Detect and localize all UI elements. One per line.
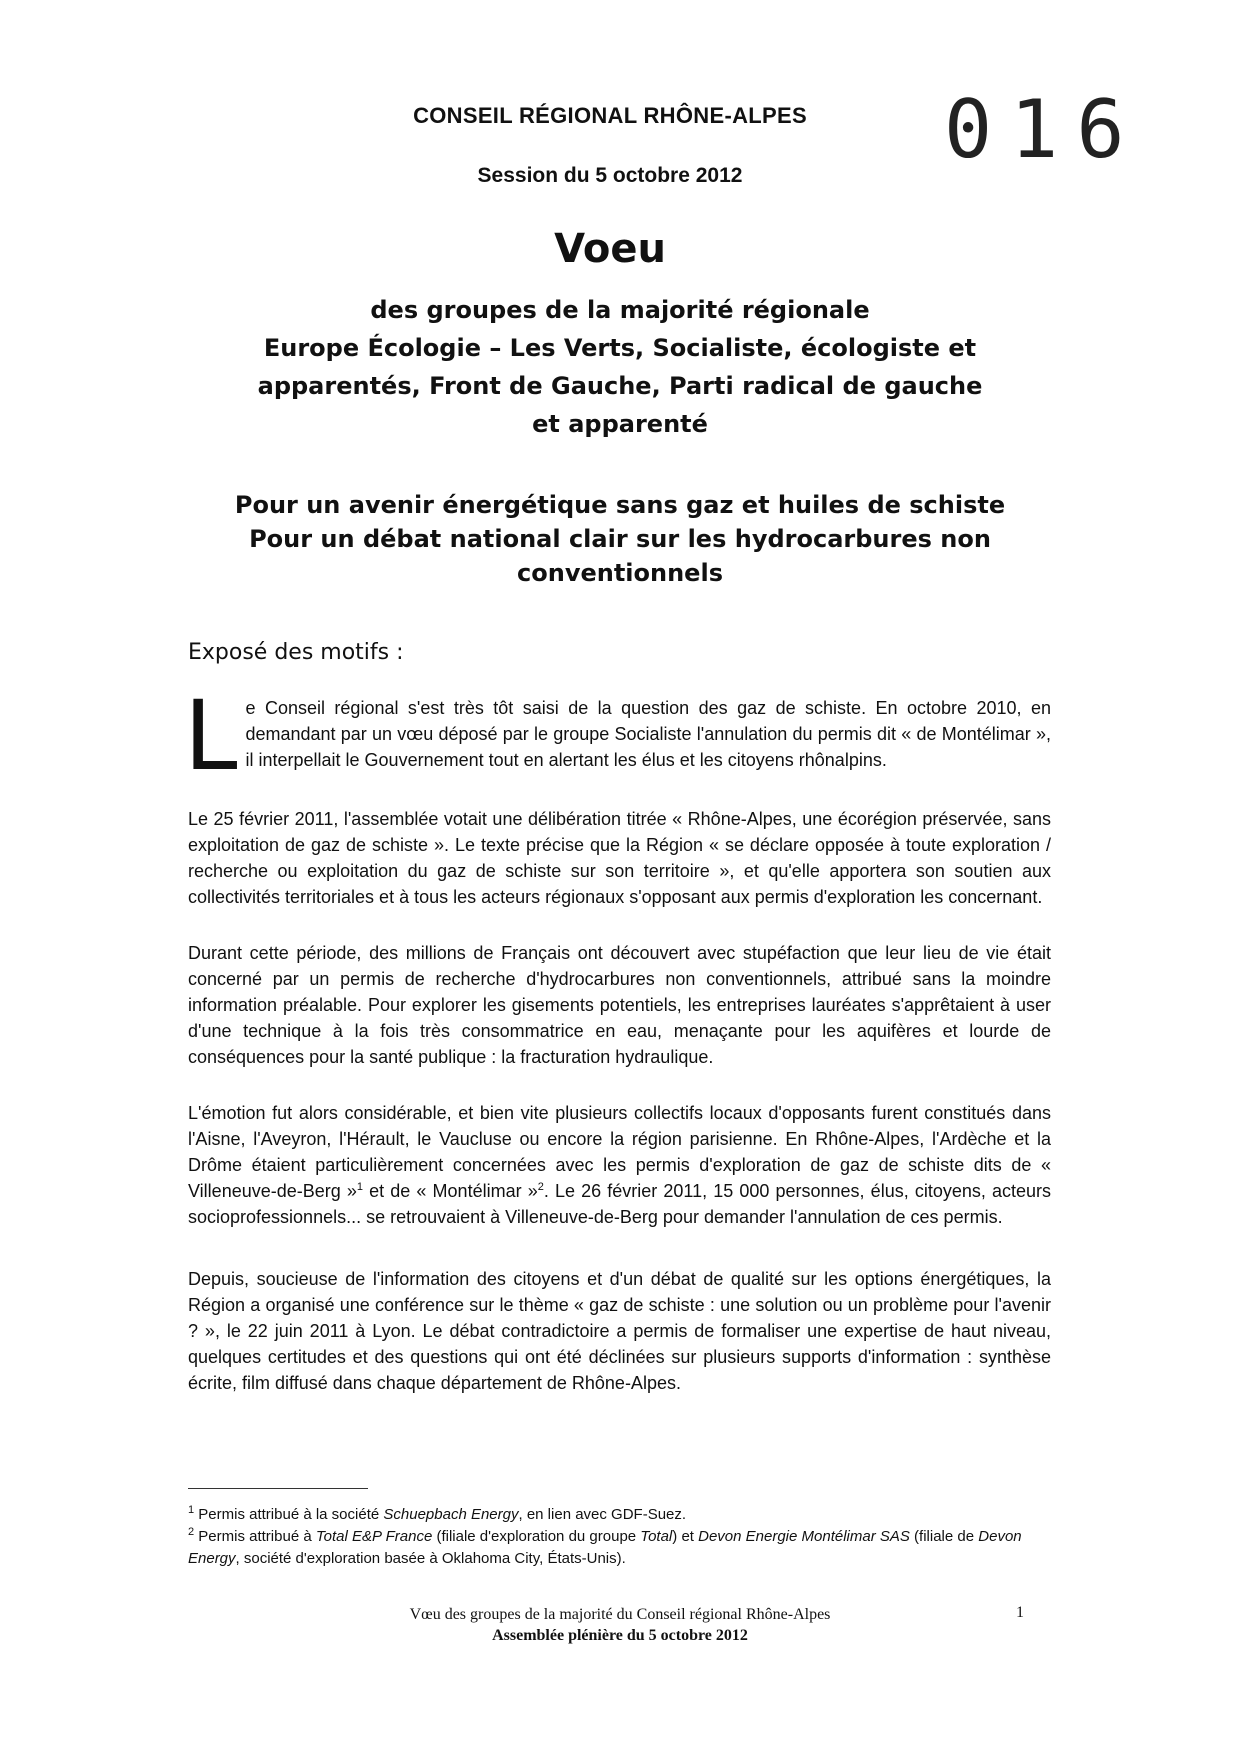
subject-line: Pour un débat national clair sur les hydrocarbures non: [249, 525, 991, 553]
groups-line: apparentés, Front de Gauche, Parti radical de gauche: [257, 372, 983, 400]
footnote-number: 1: [188, 1504, 195, 1516]
footnote-text: ) et: [672, 1528, 699, 1545]
document-title: Voeu: [554, 226, 666, 272]
footnotes: [188, 1504, 1051, 1570]
footnote-2: [188, 1526, 1051, 1570]
footnote-text: (filiale de: [909, 1528, 979, 1545]
groups-heading: [180, 291, 1060, 443]
footnote-company: Total E&P France: [315, 1528, 433, 1545]
stamp-number: 016: [944, 83, 1143, 176]
section-heading: Exposé des motifs :: [188, 640, 404, 665]
paragraph-text: L'émotion fut alors considérable, et bien vite plusieurs collectifs locaux d'opposants furent constitués dans l'Aisne, l'Aveyron, l'Hérault, le Vaucluse ou encore la région parisienne. En Rhône-Alpes, l'Ardèche et la Drôme étaient particulièrement concernées avec les permis d'exploration de gaz de schiste dits de « Villeneuve-de-Berg »: [188, 1103, 1051, 1201]
footnote-company: Devon Energy: [188, 1528, 1022, 1567]
footnote-text: Permis attribué à la société: [194, 1506, 384, 1523]
groups-line: et apparenté: [532, 410, 708, 438]
footnote-divider: [188, 1488, 368, 1489]
footer-line: Assemblée plénière du 5 octobre 2012: [492, 1627, 748, 1644]
footnote-company: Devon Energie Montélimar SAS: [698, 1528, 910, 1545]
page-number: 1: [1016, 1604, 1024, 1621]
subject-heading: [180, 488, 1060, 590]
paragraph-4: [188, 1100, 1051, 1230]
footnote-company: Total: [640, 1528, 673, 1545]
paragraph-text: . Le 26 février 2011, 15 000 personnes, élus, citoyens, acteurs socioprofessionnels... se retrouvaient à Villeneuve-de-Berg pour demander l'annulation de ces permis.: [188, 1181, 1052, 1227]
paragraph-text: e Conseil régional s'est très tôt saisi de la question des gaz de schiste. En octobre 2010, en demandant par un vœu déposé par le groupe Socialiste l'annulation du permis dit « de Montélimar », il interpellait le Gouvernement tout en alertant les élus et les citoyens rhônalpins.: [245, 698, 1051, 770]
groups-line: des groupes de la majorité régionale: [370, 296, 870, 324]
drop-cap: L: [184, 680, 238, 792]
paragraph-1: [184, 680, 1051, 792]
footnote-number: 2: [188, 1526, 195, 1538]
footnote-text: (filiale d'exploration du groupe: [432, 1528, 641, 1545]
paragraph-2: Le 25 février 2011, l'assemblée votait une délibération titrée « Rhône-Alpes, une écorégion préservée, sans exploitation de gaz de schiste ». Le texte précise que la Région « se déclare opposée à toute exploration / recherche ou exploitation du gaz de schiste sur son territoire », et qu'elle apportera son soutien aux collectivités territoriales et à tous les acteurs régionaux s'opposant aux permis d'exploration les concernant.: [188, 809, 1051, 907]
footer-line: Vœu des groupes de la majorité du Conseil régional Rhône-Alpes: [409, 1606, 831, 1623]
footnote-ref-2: 2: [537, 1181, 544, 1193]
footnote-text: , en lien avec GDF-Suez.: [518, 1506, 687, 1523]
paragraph-text: et de « Montélimar »: [363, 1181, 538, 1201]
footnote-ref-1: 1: [356, 1181, 364, 1193]
subject-line: Pour un avenir énergétique sans gaz et huiles de schiste: [234, 491, 1006, 519]
groups-line: Europe Écologie – Les Verts, Socialiste, écologiste et: [263, 334, 977, 362]
session-date: Session du 5 octobre 2012: [477, 164, 743, 187]
subject-line: conventionnels: [517, 559, 723, 587]
institution-title: CONSEIL RÉGIONAL RHÔNE-ALPES: [413, 103, 807, 128]
footnote-text: , société d'exploration basée à Oklahoma City, États-Unis).: [235, 1550, 626, 1567]
paragraph-5: Depuis, soucieuse de l'information des citoyens et d'un débat de qualité sur les options énergétiques, la Région a organisé une conférence sur le thème « gaz de schiste : une solution ou un problème pour l'avenir ? », le 22 juin 2011 à Lyon. Le débat contradictoire a permis de formaliser une expertise de haut niveau, quelques certitudes et des questions qui ont été déclinées sur plusieurs supports d'information : synthèse écrite, film diffusé dans chaque département de Rhône-Alpes.: [188, 1269, 1051, 1393]
footnote-company: Schuepbach Energy: [383, 1506, 519, 1523]
paragraph-3: Durant cette période, des millions de Français ont découvert avec stupéfaction que leur lieu de vie était concerné par un permis de recherche d'hydrocarbures non conventionnels, attribué sans la moindre information préalable. Pour explorer les gisements potentiels, les entreprises lauréates s'apprêtaient à user d'une technique à la fois très consommatrice en eau, menaçante pour les aquifères et lourde de conséquences pour la santé publique : la fracturation hydraulique.: [188, 943, 1051, 1067]
footnote-1: [188, 1504, 1051, 1526]
footnote-text: Permis attribué à: [194, 1528, 316, 1545]
page-footer: [250, 1604, 990, 1646]
